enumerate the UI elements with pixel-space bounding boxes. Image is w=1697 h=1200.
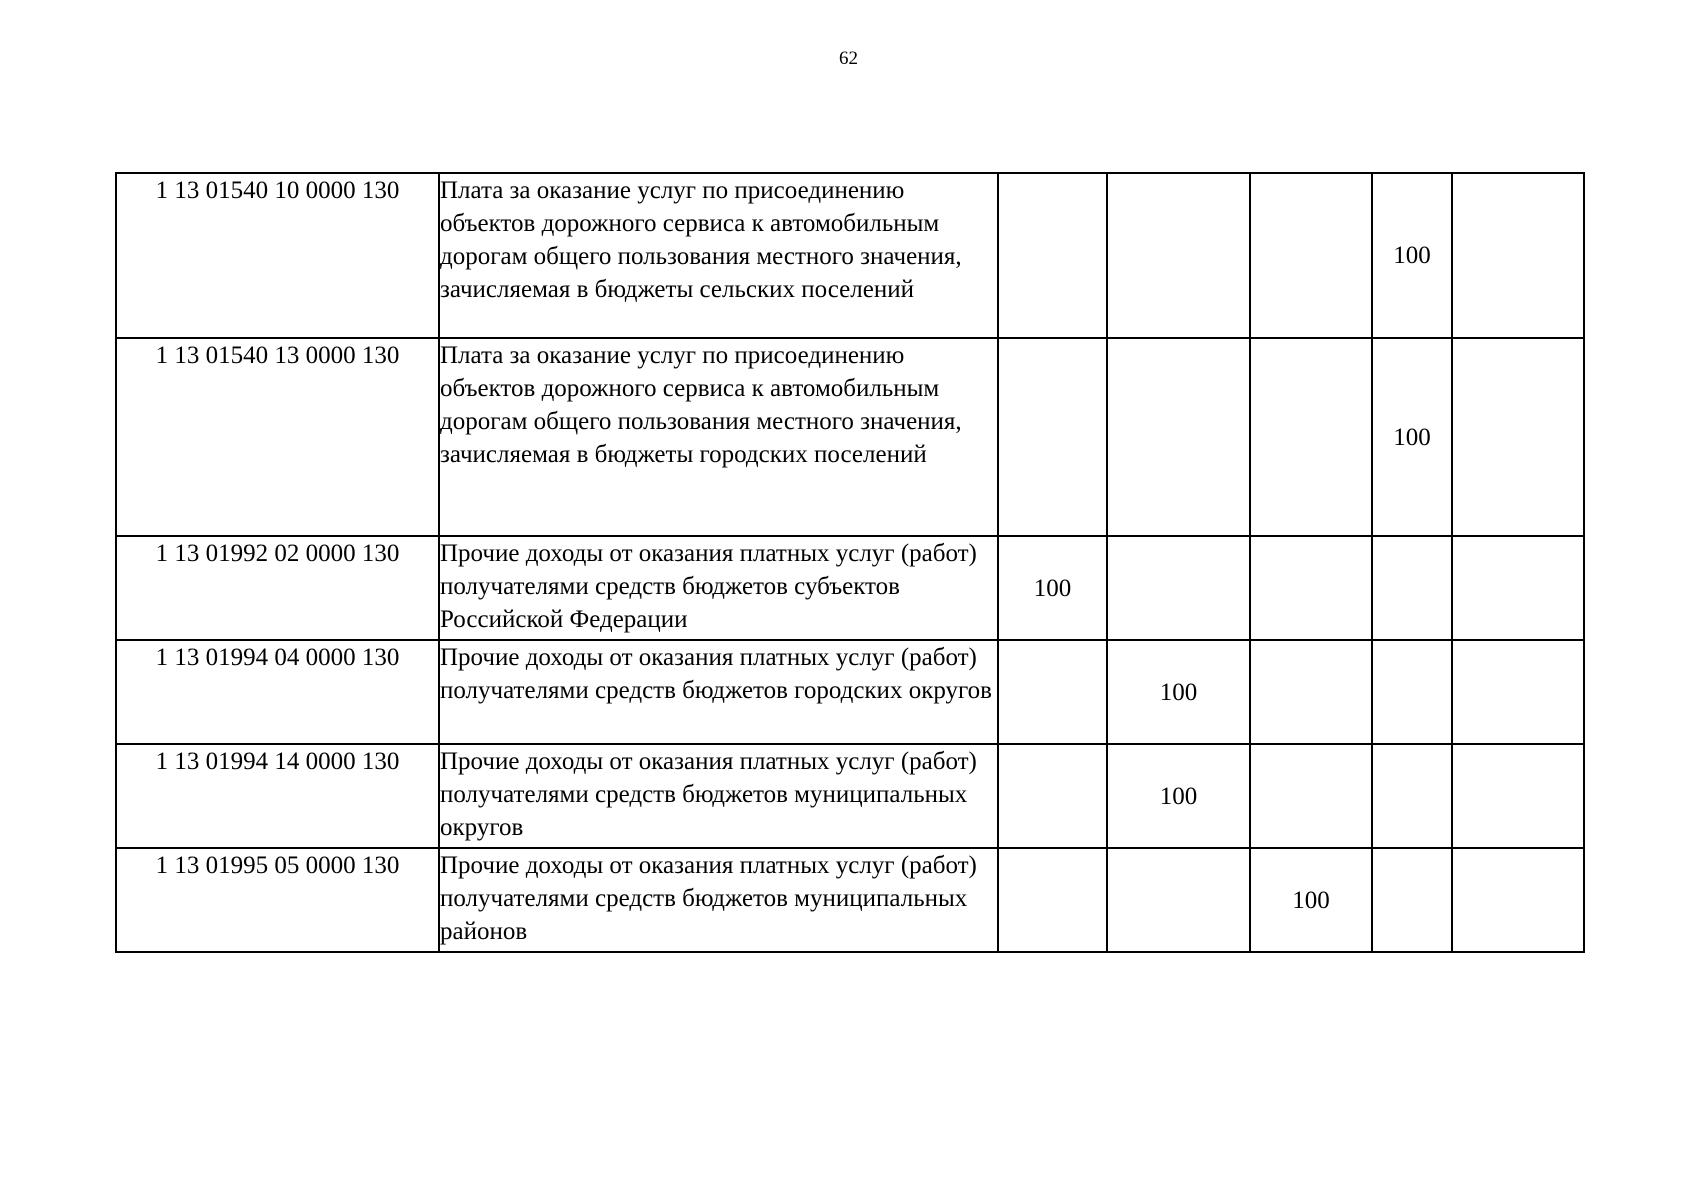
value-cell <box>1250 744 1372 848</box>
value-cell <box>1452 640 1584 744</box>
value-cell <box>1107 173 1250 338</box>
value-cell <box>1452 338 1584 536</box>
table-row <box>116 173 1584 338</box>
revenue-description-cell: Плата за оказание услуг по присоединению объектов дорожного сервиса к автомобильным дорогам общего пользования местного значения, зачисляемая в бюджеты городских поселений <box>439 338 998 536</box>
value-cell: 100 <box>1107 640 1250 744</box>
revenue-distribution-table <box>115 172 1585 953</box>
revenue-description-cell: Прочие доходы от оказания платных услуг (работ) получателями средств бюджетов субъектов Российской Федерации <box>439 536 998 640</box>
budget-code-cell: 1 13 01994 04 0000 130 <box>116 640 439 744</box>
value-cell <box>998 338 1107 536</box>
table-row <box>116 848 1584 952</box>
value-cell <box>1372 640 1452 744</box>
value-cell <box>1452 536 1584 640</box>
value-cell: 100 <box>1372 173 1452 338</box>
value-cell <box>1452 848 1584 952</box>
value-cell <box>1107 536 1250 640</box>
value-cell <box>1250 536 1372 640</box>
revenue-description-cell: Прочие доходы от оказания платных услуг (работ) получателями средств бюджетов муниципальных округов <box>439 744 998 848</box>
value-cell <box>1452 173 1584 338</box>
table-row <box>116 536 1584 640</box>
budget-code-cell: 1 13 01540 10 0000 130 <box>116 173 439 338</box>
budget-code-cell: 1 13 01994 14 0000 130 <box>116 744 439 848</box>
value-cell <box>998 744 1107 848</box>
value-cell <box>1372 536 1452 640</box>
table-row <box>116 640 1584 744</box>
value-cell: 100 <box>1250 848 1372 952</box>
budget-code-cell: 1 13 01995 05 0000 130 <box>116 848 439 952</box>
table-row <box>116 744 1584 848</box>
value-cell <box>998 848 1107 952</box>
value-cell <box>1372 744 1452 848</box>
value-cell <box>1250 640 1372 744</box>
value-cell: 100 <box>998 536 1107 640</box>
value-cell <box>998 640 1107 744</box>
value-cell <box>1250 338 1372 536</box>
revenue-description-cell: Прочие доходы от оказания платных услуг (работ) получателями средств бюджетов городских округов <box>439 640 998 744</box>
value-cell <box>1107 848 1250 952</box>
value-cell <box>1452 744 1584 848</box>
budget-code-cell: 1 13 01992 02 0000 130 <box>116 536 439 640</box>
table-row <box>116 338 1584 536</box>
value-cell: 100 <box>1107 744 1250 848</box>
page-number: 62 <box>839 48 858 69</box>
value-cell <box>1372 848 1452 952</box>
value-cell <box>1250 173 1372 338</box>
value-cell <box>1107 338 1250 536</box>
revenue-description-cell: Плата за оказание услуг по присоединению объектов дорожного сервиса к автомобильным дорогам общего пользования местного значения, зачисляемая в бюджеты сельских поселений <box>439 173 998 338</box>
value-cell: 100 <box>1372 338 1452 536</box>
budget-code-cell: 1 13 01540 13 0000 130 <box>116 338 439 536</box>
value-cell <box>998 173 1107 338</box>
revenue-description-cell: Прочие доходы от оказания платных услуг (работ) получателями средств бюджетов муниципальных районов <box>439 848 998 952</box>
